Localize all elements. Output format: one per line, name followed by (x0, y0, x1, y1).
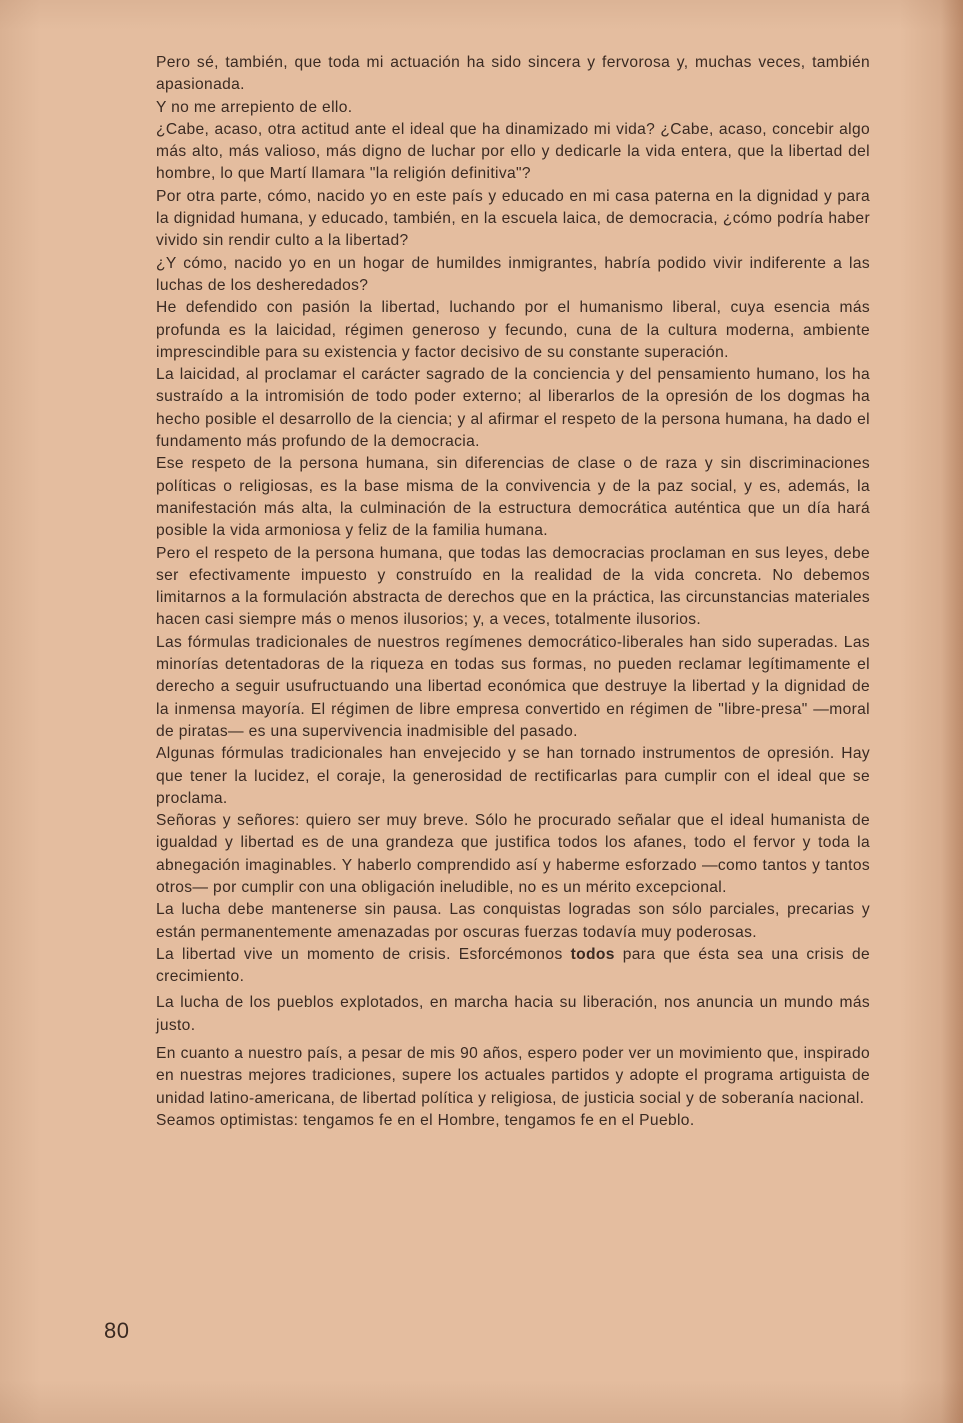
paragraph-crisis (156, 944, 870, 989)
paragraph-11: Algunas fórmulas tradicionales han envejecido y se han tornado instrumentos de opresión. Hay que tener la lucidez, el coraje, la generosidad de rectificarlas para cumplir con el ideal que se proclama. (156, 745, 870, 807)
crisis-text-after: para que ésta sea una crisis de crecimiento. (156, 945, 870, 986)
paragraph-13: La lucha debe mantenerse sin pausa. Las conquistas logradas son sólo parciales, precarias y están permanentemente amenazadas por oscuras fuerzas todavía muy poderosas. (156, 901, 870, 941)
paragraph-2: Y no me arrepiento de ello. (156, 98, 353, 116)
crisis-text-bold: todos (570, 945, 615, 963)
paragraph-final: Seamos optimistas: tengamos fe en el Hombre, tengamos fe en el Pueblo. (156, 1111, 695, 1129)
paragraph-6: He defendido con pasión la libertad, luchando por el humanismo liberal, cuya esencia más profunda es la laicidad, régimen generoso y fecundo, cuna de la cultura moderna, ambiente imprescindible para su existencia y factor decisivo de su constante superación. (156, 299, 870, 361)
paragraph-7: La laicidad, al proclamar el carácter sagrado de la conciencia y del pensamiento humano, los ha sustraído a la intromisión de todo poder externo; al liberarlos de la opresión de los dogmas ha hecho posible el desarrollo de la ciencia; y al afirmar el respeto de la persona humana, ha dado el fundamento más profundo de la democracia. (156, 366, 870, 451)
paragraph-1: Pero sé, también, que toda mi actuación ha sido sincera y fervorosa y, muchas veces, también apasionada. (156, 54, 870, 94)
paragraph-4: Por otra parte, cómo, nacido yo en este país y educado en mi casa paterna en la dignidad y para la dignidad humana, y educado, también, en la escuela laica, de democracia, ¿cómo podría haber vivido sin rendir culto a la libertad? (156, 187, 870, 250)
paragraph-10: Las fórmulas tradicionales de nuestros regímenes democrático-liberales han sido superadas. Las minorías detentadoras de la riqueza en todas sus formas, no pueden reclamar legítimamente el derecho a seguir usufructuando una libertad económica que destruye la libertad y la dignidad de la inmensa mayoría. El régimen de libre empresa convertido en régimen de "libre-presa" —moral de piratas— es una supervivencia inadmisible del pasado. (156, 633, 870, 740)
paragraph-pais: En cuanto a nuestro país, a pesar de mis 90 años, espero poder ver un movimiento que, inspirado en nuestras mejores tradiciones, supere los actuales partidos y adopte el programa artiguista de unidad latino-americana, de libertad política y religiosa, de justicia social y de soberanía nacional. (156, 1045, 870, 1107)
paragraph-5: ¿Y cómo, nacido yo en un hogar de humildes inmigrantes, habría podido vivir indiferente a las luchas de los desheredados? (156, 254, 870, 294)
page-number: 80 (104, 1318, 130, 1343)
paragraph-pueblos: La lucha de los pueblos explotados, en marcha hacia su liberación, nos anuncia un mundo más justo. (156, 994, 870, 1034)
paragraph-3: ¿Cabe, acaso, otra actitud ante el ideal que ha dinamizado mi vida? ¿Cabe, acaso, concebir algo más alto, más valioso, más digno de luchar por ello y dedicarle la vida entera, que la libertad del hombre, lo que Martí llamara "la religión definitiva"? (156, 120, 870, 183)
paragraph-8: Ese respeto de la persona humana, sin diferencias de clase o de raza y sin discriminaciones políticas o religiosas, es la base misma de la convivencia y de la paz social, y es, además, la manifestación más alta, la culminación de la estructura democrática auténtica que un día hará posible la vida armoniosa y feliz de la familia humana. (156, 455, 870, 540)
crisis-text-before: La libertad vive un momento de crisis. Esforcémonos (156, 945, 571, 963)
body-text (156, 52, 870, 1132)
paragraph-9: Pero el respeto de la persona humana, que todas las democracias proclaman en sus leyes, debe ser efectivamente impuesto y construído en la realidad de la vida concreta. No debemos limitarnos a la formulación abstracta de derechos que en la práctica, las circunstancias materiales hacen casi siempre más o menos ilusorios; y, a veces, totalmente ilusorios. (156, 544, 870, 629)
paragraph-12: Señoras y señores: quiero ser muy breve. Sólo he procurado señalar que el ideal humanista de igualdad y libertad es de una grandeza que justifica todos los afanes, todo el fervor y toda la abnegación imaginables. Y haberlo comprendido así y haberme esforzado —como tantos y tantos otros— por cumplir con una obligación ineludible, no es un mérito excepcional. (156, 812, 870, 896)
page-edge-shadow (941, 0, 963, 1423)
